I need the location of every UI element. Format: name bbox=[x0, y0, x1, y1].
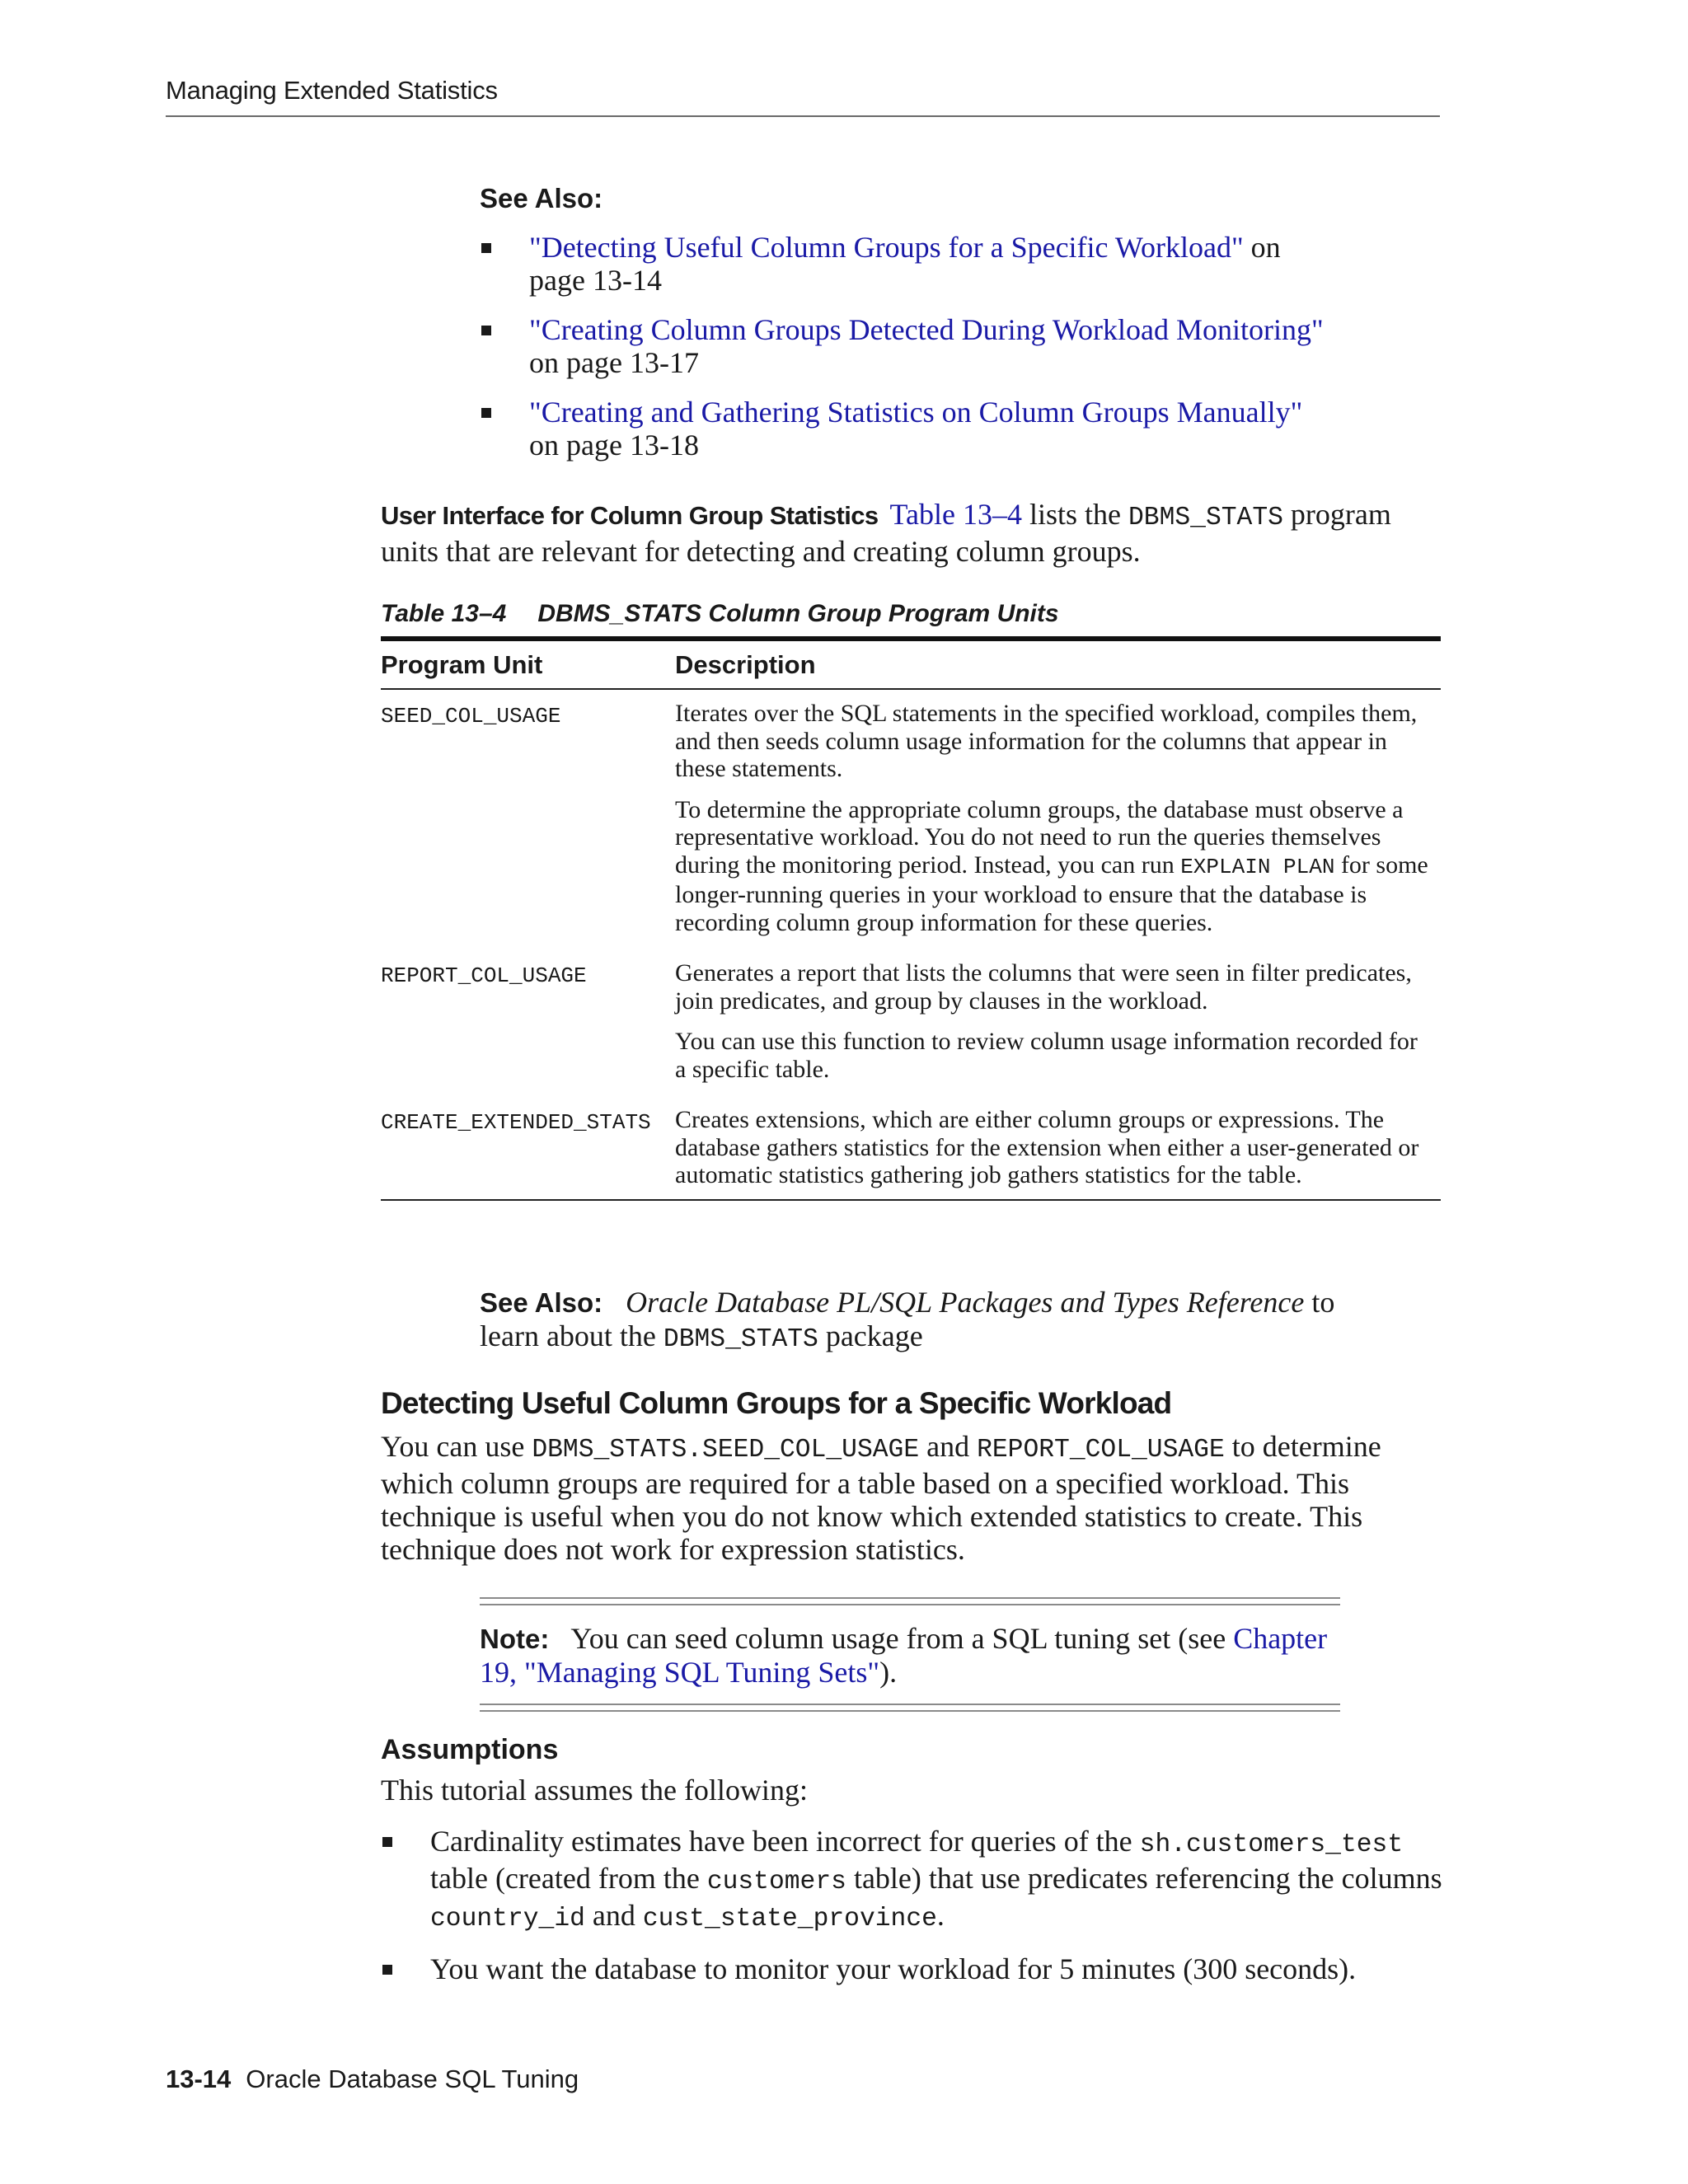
item-text: Cardinality estimates have been incorrect for queries of the bbox=[430, 1825, 1140, 1858]
item-text: and bbox=[584, 1899, 643, 1932]
table-header-row bbox=[381, 639, 1441, 689]
inline-code: DBMS_STATS bbox=[1128, 504, 1283, 532]
paragraph-text: lists the bbox=[1021, 498, 1128, 531]
page-reference: on page 13-18 bbox=[529, 429, 699, 462]
see-also-reference bbox=[480, 1286, 1337, 1357]
item-text: table (created from the bbox=[430, 1862, 707, 1895]
see-also-label: See Also: bbox=[480, 183, 603, 213]
paragraph-text: to determine which column groups are required for a table based on a specified workload. This technique is useful when you do not know which extended statistics to create. This technique does not work for expression statistics. bbox=[381, 1430, 1381, 1566]
program-unit-name: CREATE_EXTENDED_STATS bbox=[381, 1110, 651, 1135]
assumptions-list bbox=[381, 1825, 1444, 2002]
see-also-item bbox=[480, 313, 1337, 379]
inline-code: EXPLAIN PLAN bbox=[1180, 854, 1335, 879]
table-row bbox=[381, 949, 1441, 1096]
inline-code: sh.customers_test bbox=[1139, 1830, 1404, 1859]
section-heading: Detecting Useful Column Groups for a Specific Workload bbox=[381, 1386, 1172, 1420]
table-number: Table 13–4 bbox=[381, 600, 507, 627]
program-unit-cell bbox=[381, 1096, 675, 1200]
note-label: Note: bbox=[480, 1624, 550, 1654]
section-paragraph bbox=[381, 1430, 1444, 1566]
note-body: You can seed column usage from a SQL tuning set (see bbox=[570, 1622, 1234, 1655]
bullet-icon bbox=[481, 408, 491, 418]
bullet-icon bbox=[382, 1965, 392, 1975]
table-caption bbox=[381, 600, 1059, 628]
program-unit-name: REPORT_COL_USAGE bbox=[381, 963, 587, 988]
table-row bbox=[381, 1096, 1441, 1200]
bullet-icon bbox=[481, 243, 491, 253]
program-units-table bbox=[381, 636, 1441, 1201]
cross-reference-link[interactable]: "Creating Column Groups Detected During Workload Monitoring" bbox=[529, 313, 1324, 346]
page-reference: on page 13-14 bbox=[529, 231, 1281, 297]
book-title: Oracle Database PL/SQL Packages and Types Reference bbox=[626, 1286, 1305, 1319]
page-footer bbox=[166, 2064, 579, 2094]
program-unit-cell bbox=[381, 949, 675, 1096]
page-reference: on page 13-17 bbox=[529, 346, 699, 379]
assumptions-heading: Assumptions bbox=[381, 1734, 559, 1765]
item-text: table) that use predicates referencing the columns bbox=[846, 1862, 1442, 1895]
header-rule bbox=[166, 115, 1440, 117]
runin-heading: User Interface for Column Group Statistics bbox=[381, 501, 879, 530]
program-unit-name: SEED_COL_USAGE bbox=[381, 704, 561, 729]
note-text bbox=[480, 1605, 1340, 1704]
inline-code: REPORT_COL_USAGE bbox=[977, 1436, 1225, 1465]
description-paragraph: Generates a report that lists the columns that were seen in filter predicates, join predicates, and group by clauses in the workload. bbox=[675, 959, 1412, 1015]
column-header-program-unit: Program Unit bbox=[381, 639, 675, 689]
paragraph-text: to learn about the bbox=[480, 1286, 1335, 1352]
inline-code: country_id bbox=[430, 1905, 585, 1933]
see-also-label: See Also: bbox=[480, 1287, 603, 1318]
description-cell bbox=[675, 1096, 1441, 1200]
program-unit-cell bbox=[381, 689, 675, 949]
bullet-icon bbox=[481, 326, 491, 335]
paragraph-text: You can use bbox=[381, 1430, 532, 1463]
paragraph-text: and bbox=[919, 1430, 978, 1463]
description-text: for some longer-running queries in your workload to ensure that the database is recording column group information for these queries. bbox=[675, 851, 1428, 936]
description-paragraph bbox=[675, 796, 1432, 937]
paragraph-text: program units that are relevant for detecting and creating column groups. bbox=[381, 498, 1391, 568]
assumptions-intro: This tutorial assumes the following: bbox=[381, 1774, 808, 1807]
table-link[interactable]: Table 13–4 bbox=[889, 498, 1022, 531]
cross-reference-link[interactable]: "Detecting Useful Column Groups for a Specific Workload" bbox=[529, 231, 1244, 264]
note-bottom-rule bbox=[480, 1704, 1340, 1712]
inline-code: customers bbox=[706, 1868, 846, 1896]
cross-reference-link[interactable]: "Creating and Gathering Statistics on Column Groups Manually" bbox=[529, 396, 1303, 429]
description-paragraph: Creates extensions, which are either column groups or expressions. The database gathers statistics for the extension when either a user-generated or automatic statistics gathering job gathers statistics for the table. bbox=[675, 1106, 1419, 1188]
note-top-rule bbox=[480, 1597, 1340, 1605]
list-item bbox=[381, 1952, 1444, 1985]
description-cell bbox=[675, 949, 1441, 1096]
see-also-item bbox=[480, 231, 1337, 297]
inline-code: cust_state_province bbox=[642, 1905, 937, 1933]
table-row bbox=[381, 689, 1441, 949]
description-text: To determine the appropriate column groups, the database must observe a representative workload. You do not need to run the queries themselves during the monitoring period. Instead, you can run bbox=[675, 795, 1404, 879]
inline-code: DBMS_STATS bbox=[663, 1325, 818, 1354]
item-text: You want the database to monitor your workload for 5 minutes (300 seconds). bbox=[430, 1952, 1357, 1985]
book-title-footer: Oracle Database SQL Tuning bbox=[246, 2064, 579, 2093]
table-title: DBMS_STATS Column Group Program Units bbox=[537, 600, 1059, 627]
see-also-item bbox=[480, 396, 1337, 462]
item-text: . bbox=[936, 1899, 945, 1932]
description-paragraph: Iterates over the SQL statements in the specified workload, compiles them, and then seeds column usage information for the columns that appear in these statements. bbox=[675, 700, 1418, 782]
column-header-description: Description bbox=[675, 639, 1441, 689]
description-paragraph: You can use this function to review column usage information recorded for a specific table. bbox=[675, 1028, 1418, 1083]
see-also-top bbox=[480, 183, 1337, 478]
inline-code: DBMS_STATS.SEED_COL_USAGE bbox=[532, 1436, 920, 1465]
list-item bbox=[381, 1825, 1444, 1936]
description-cell bbox=[675, 689, 1441, 949]
paragraph-text: package bbox=[818, 1319, 923, 1352]
ui-paragraph bbox=[381, 498, 1444, 568]
page-number: 13-14 bbox=[166, 2064, 232, 2093]
note-body: ). bbox=[879, 1656, 898, 1689]
note-box bbox=[480, 1597, 1340, 1712]
chapter-link[interactable]: Chapter 19, "Managing SQL Tuning Sets" bbox=[480, 1622, 1328, 1689]
bullet-icon bbox=[382, 1837, 392, 1847]
running-header: Managing Extended Statistics bbox=[166, 76, 498, 105]
